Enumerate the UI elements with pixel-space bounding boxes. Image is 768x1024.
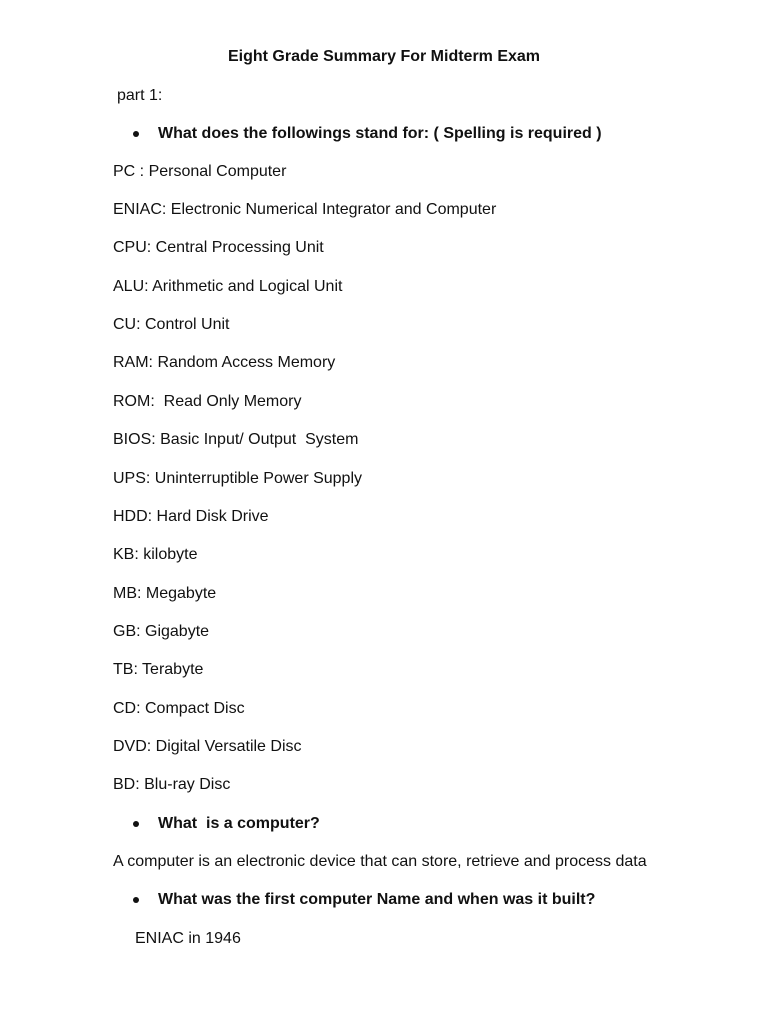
abbreviation-item: UPS: Uninterruptible Power Supply <box>113 470 363 487</box>
answer-first-computer: ENIAC in 1946 <box>135 930 241 947</box>
abbreviation-item: TB: Terabyte <box>113 661 204 678</box>
abbreviation-item: DVD: Digital Versatile Disc <box>113 738 302 755</box>
bullet-icon <box>133 131 139 137</box>
abbreviation-item: BD: Blu-ray Disc <box>113 776 231 793</box>
abbreviation-item: GB: Gigabyte <box>113 623 210 640</box>
abbreviation-item: PC : Personal Computer <box>113 163 287 180</box>
bullet-icon <box>133 897 139 903</box>
abbreviation-item: HDD: Hard Disk Drive <box>113 508 269 525</box>
question-text: What is a computer? <box>158 815 320 832</box>
abbreviation-item: KB: kilobyte <box>113 546 198 563</box>
abbreviation-item: CD: Compact Disc <box>113 700 245 717</box>
abbreviation-item: ENIAC: Electronic Numerical Integrator and Computer <box>113 201 497 218</box>
question-text: What does the followings stand for: ( Spelling is required ) <box>158 125 602 142</box>
abbreviation-item: BIOS: Basic Input/ Output System <box>113 431 359 448</box>
abbreviation-item: CPU: Central Processing Unit <box>113 239 324 256</box>
abbreviation-item: MB: Megabyte <box>113 585 217 602</box>
part-label: part 1: <box>117 87 163 104</box>
bullet-icon <box>133 821 139 827</box>
abbreviation-item: ROM: Read Only Memory <box>113 393 302 410</box>
page-title: Eight Grade Summary For Midterm Exam <box>227 48 541 65</box>
abbreviation-item: CU: Control Unit <box>113 316 230 333</box>
answer-computer: A computer is an electronic device that can store, retrieve and process data <box>113 853 647 870</box>
abbreviation-item: RAM: Random Access Memory <box>113 354 336 371</box>
question-text: What was the first computer Name and when was it built? <box>158 891 596 908</box>
abbreviation-item: ALU: Arithmetic and Logical Unit <box>113 278 343 295</box>
